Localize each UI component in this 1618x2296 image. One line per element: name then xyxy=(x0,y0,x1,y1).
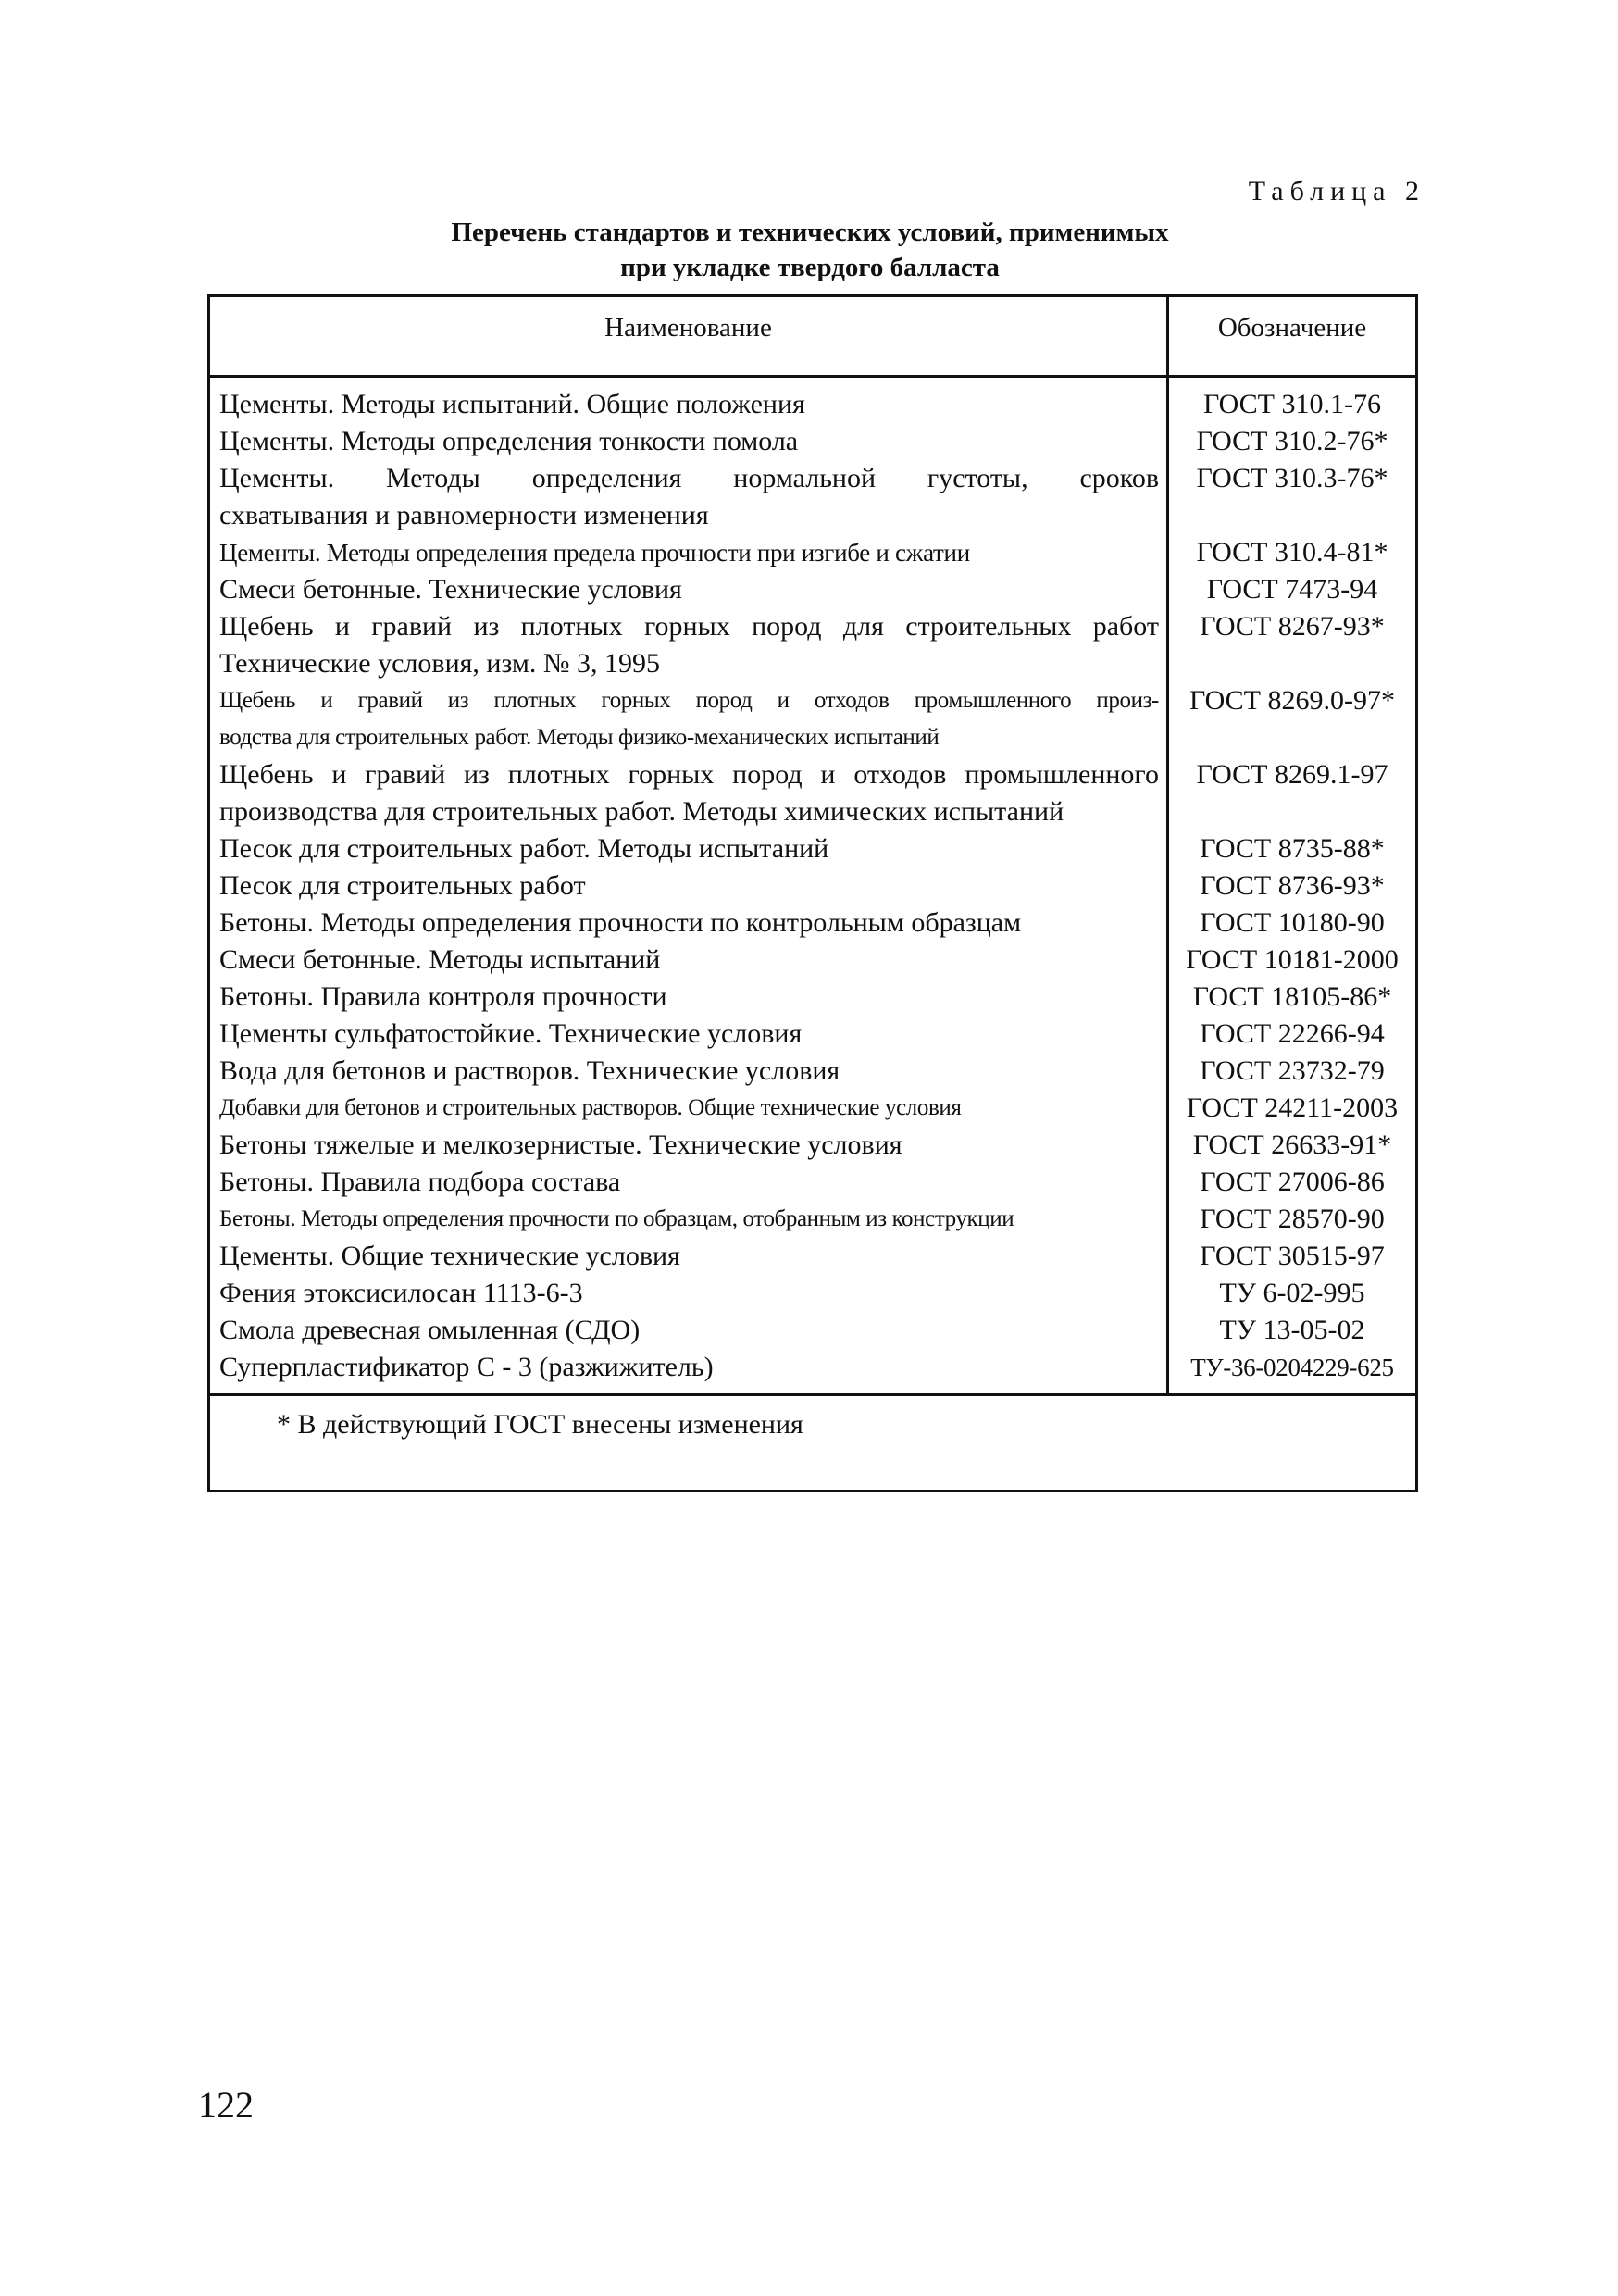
row-name: Щебень и гравий из плотных горных пород для строительных работ xyxy=(219,611,1159,642)
row-name: Цементы. Методы определения тонкости помола xyxy=(219,426,799,456)
table-row xyxy=(210,756,1415,830)
table-row xyxy=(210,423,1415,460)
header-name: Наименование xyxy=(604,313,772,343)
row-code: ГОСТ 8736-93* xyxy=(1200,870,1385,901)
row-name: Суперпластификатор С - 3 (разжижитель) xyxy=(219,1352,714,1382)
row-code: ГОСТ 8735-88* xyxy=(1200,833,1385,864)
row-code: ГОСТ 310.3-76* xyxy=(1196,463,1388,493)
table-row xyxy=(210,608,1415,682)
table-row xyxy=(210,1238,1415,1275)
table-row xyxy=(210,386,1415,423)
row-code: ГОСТ 30515-97 xyxy=(1200,1241,1385,1271)
row-code: ГОСТ 18105-86* xyxy=(1192,981,1392,1012)
row-name: Щебень и гравий из плотных горных пород и отходов промышленного произ- xyxy=(219,688,1159,713)
table-title-line-2: при укладке твердого балласта xyxy=(620,253,1000,282)
table-row xyxy=(210,1090,1415,1127)
row-code: ТУ-36-0204229-625 xyxy=(1190,1354,1394,1381)
row-code: ГОСТ 10180-90 xyxy=(1200,907,1385,938)
page-number: 122 xyxy=(198,2084,254,2126)
table-header xyxy=(210,297,1415,378)
table-row xyxy=(210,1349,1415,1386)
row-name-cont: производства для строительных работ. Методы химических испытаний xyxy=(219,796,1064,827)
table-row xyxy=(210,1201,1415,1238)
row-name: Смеси бетонные. Методы испытаний xyxy=(219,944,661,975)
row-name: Фения этоксисилосан 1113-6-3 xyxy=(219,1278,583,1308)
row-name-cont: схватывания и равномерности изменения xyxy=(219,500,709,530)
table-row xyxy=(210,1312,1415,1349)
row-name: Цементы. Методы определения нормальной густоты, сроков xyxy=(219,463,1159,493)
table-row xyxy=(210,830,1415,867)
table-row xyxy=(210,905,1415,942)
table-title-line-1: Перечень стандартов и технических условий, применимых xyxy=(451,218,1169,247)
row-code: ГОСТ 24211-2003 xyxy=(1186,1092,1399,1123)
table-row xyxy=(210,1016,1415,1053)
table-row xyxy=(210,867,1415,905)
table-label: Таблица 2 xyxy=(1248,176,1425,206)
table-row xyxy=(210,1053,1415,1090)
table-row xyxy=(210,460,1415,534)
row-code: ТУ 6-02-995 xyxy=(1219,1278,1365,1308)
row-code: ГОСТ 8269.0-97* xyxy=(1189,685,1395,716)
table-row xyxy=(210,1275,1415,1312)
table-row xyxy=(210,1127,1415,1164)
table-row xyxy=(210,942,1415,979)
table-row xyxy=(210,534,1415,571)
row-name: Цементы. Методы определения предела прочности при изгибе и сжатии xyxy=(219,539,970,567)
row-name: Смеси бетонные. Технические условия xyxy=(219,574,682,605)
row-name: Цементы. Общие технические условия xyxy=(219,1241,680,1271)
row-name: Добавки для бетонов и строительных растворов. Общие технические условия xyxy=(219,1095,962,1120)
table-rows xyxy=(210,386,1415,1386)
row-code: ГОСТ 7473-94 xyxy=(1206,574,1378,605)
row-name: Бетоны. Правила подбора состава xyxy=(219,1167,621,1197)
row-name: Щебень и гравий из плотных горных пород и отходов промышленного xyxy=(219,759,1159,790)
table-title xyxy=(204,215,1416,285)
row-name: Бетоны тяжелые и мелкозернистые. Технические условия xyxy=(219,1129,902,1160)
row-name: Бетоны. Правила контроля прочности xyxy=(219,981,667,1012)
row-name: Бетоны. Методы определения прочности по образцам, отобранным из конструкции xyxy=(219,1206,1014,1231)
row-code: ГОСТ 8267-93* xyxy=(1200,611,1385,642)
row-name: Песок для строительных работ. Методы испытаний xyxy=(219,833,829,864)
header-code: Обозначение xyxy=(1217,313,1367,343)
row-code: ГОСТ 27006-86 xyxy=(1200,1167,1385,1197)
table-row xyxy=(210,979,1415,1016)
row-code: ГОСТ 310.4-81* xyxy=(1196,537,1388,568)
standards-table xyxy=(207,294,1418,1492)
row-name: Цементы сульфатостойкие. Технические условия xyxy=(219,1018,803,1049)
table-row xyxy=(210,571,1415,608)
footer-divider xyxy=(210,1393,1415,1396)
row-code: ГОСТ 28570-90 xyxy=(1200,1204,1385,1234)
row-name: Смола древесная омыленная (СДО) xyxy=(219,1315,641,1345)
row-code: ГОСТ 310.1-76 xyxy=(1203,389,1381,419)
row-code: ГОСТ 22266-94 xyxy=(1200,1018,1385,1049)
row-code: ГОСТ 26633-91* xyxy=(1192,1129,1392,1160)
row-code: ГОСТ 23732-79 xyxy=(1200,1055,1385,1086)
row-name: Вода для бетонов и растворов. Технические условия xyxy=(219,1055,840,1086)
row-name: Бетоны. Методы определения прочности по контрольным образцам xyxy=(219,907,1022,938)
row-name: Песок для строительных работ xyxy=(219,870,586,901)
table-footnote: * В действующий ГОСТ внесены изменения xyxy=(277,1409,803,1440)
row-name-cont: водства для строительных работ. Методы физико-механических испытаний xyxy=(219,725,940,750)
table-row xyxy=(210,1164,1415,1201)
row-code: ГОСТ 8269.1-97 xyxy=(1196,759,1388,790)
row-name-cont: Технические условия, изм. № 3, 1995 xyxy=(219,648,661,679)
row-code: ГОСТ 310.2-76* xyxy=(1196,426,1388,456)
row-code: ТУ 13-05-02 xyxy=(1219,1315,1365,1345)
row-name: Цементы. Методы испытаний. Общие положения xyxy=(219,389,805,419)
table-body xyxy=(210,375,1415,1393)
row-code: ГОСТ 10181-2000 xyxy=(1186,944,1399,975)
table-row xyxy=(210,682,1415,756)
